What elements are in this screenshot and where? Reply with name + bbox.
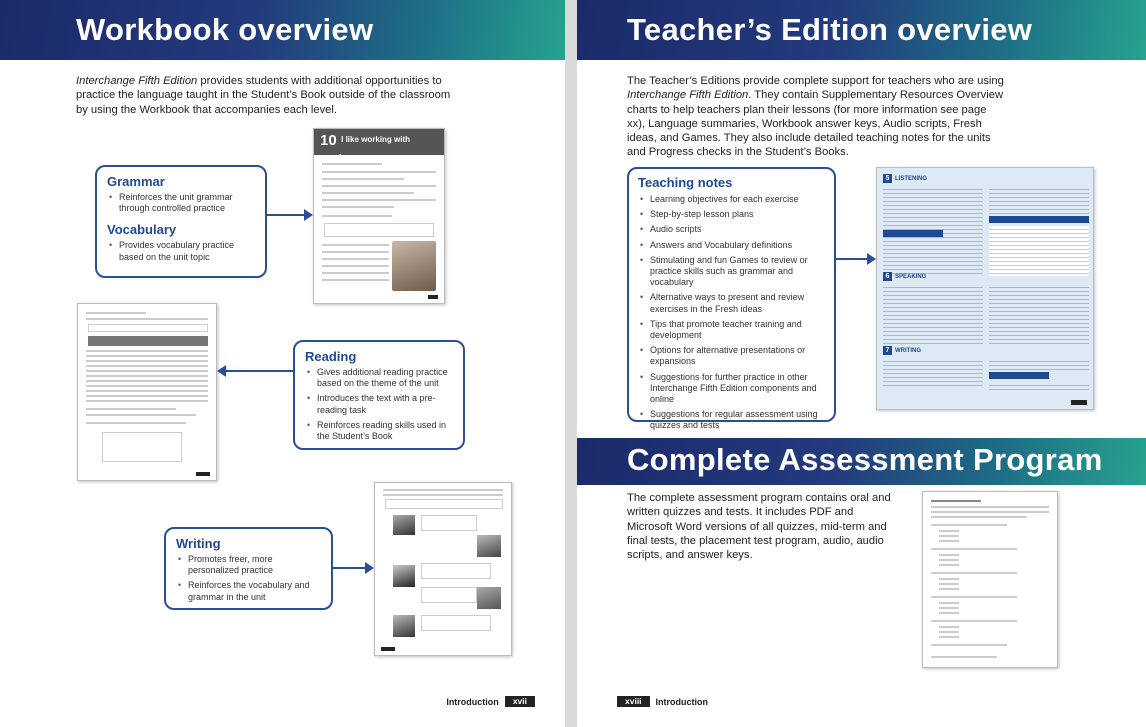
teaching-notes-item: • Suggestions for further practice in other Interchange Fifth Edition components and online: [638, 372, 825, 406]
grammar-vocabulary-callout: [95, 165, 267, 278]
teaching-notes-item: • Learning objectives for each exercise: [638, 194, 825, 205]
page-footer: [617, 696, 708, 707]
teaching-notes-arrow: [836, 258, 874, 260]
reading-item: • Gives additional reading practice based on the theme of the unit: [305, 367, 453, 389]
teaching-notes-callout: [627, 167, 836, 431]
writing-item: • Reinforces the vocabulary and grammar in the unit: [176, 580, 321, 602]
teaching-notes-item: • Answers and Vocabulary definitions: [638, 240, 825, 251]
reading-heading: Reading: [305, 349, 357, 364]
page-title: Workbook overview: [76, 12, 374, 47]
workbook-overview-page: [0, 0, 565, 727]
intro-paragraph: [76, 74, 456, 117]
writing-label: WRITING: [895, 348, 921, 354]
grammar-item: • Reinforces the unit grammar through controlled practice: [107, 192, 255, 214]
teaching-notes-item: • Alternative ways to present and review exercises in the Fresh ideas: [638, 292, 825, 314]
page-number: xviii: [617, 696, 650, 707]
intro-italic: Interchange Fifth Edition: [76, 75, 198, 87]
teaching-notes-item: • Suggestions for regular assessment using quizzes and tests: [638, 409, 825, 431]
page-title: Teacher’s Edition overview: [627, 12, 1033, 47]
unit-number: 10: [320, 132, 337, 149]
assessment-banner: [577, 438, 1146, 485]
reading-callout: [293, 340, 465, 450]
title-banner: [0, 0, 565, 60]
title-banner: [577, 0, 1146, 60]
footer-label: Introduction: [655, 696, 709, 707]
page-number: xvii: [505, 696, 535, 707]
page-footer: [446, 696, 535, 707]
teaching-notes-item: • Options for alternative presentations or expansions: [638, 345, 825, 367]
photo-woman: [392, 241, 436, 291]
writing-item: • Promotes freer, more personalized practice: [176, 554, 321, 576]
assessment-thumbnail: [922, 491, 1058, 668]
teachers-edition-overview-page: [577, 0, 1146, 727]
workbook-writing-thumbnail: [374, 482, 512, 656]
unit-title: I like working with people.: [320, 135, 411, 162]
teaching-notes-item: • Audio scripts: [638, 224, 825, 235]
workbook-reading-thumbnail: [77, 303, 217, 481]
vocabulary-heading: Vocabulary: [107, 222, 177, 238]
assessment-paragraph: The complete assessment program contains oral and written quizzes and tests. It includes PDF and Microsoft Word versions of all quizzes, mid-term and final tests, the placement test program, audio, audio scripts, and answer keys.: [627, 492, 891, 562]
listening-label: LISTENING: [895, 176, 928, 182]
workbook-unit-thumbnail: [313, 128, 445, 304]
intro-paragraph: [627, 74, 1007, 160]
teachers-edition-thumbnail: 5 LISTENING 6 SPEAKING 7 WRITING: [876, 167, 1094, 410]
reading-item: • Introduces the text with a pre-reading task: [305, 393, 453, 415]
intro-text-b: . They contain Supplementary Resources Overview charts to help teachers plan their lessons (for more information see page xx), Language summaries, Workbook answer keys, Audio scripts, Fresh ideas, and Games. They also include detailed teaching notes for the units and Progress checks in the Student’s Books.: [627, 89, 1004, 159]
writing-callout: [164, 527, 333, 610]
speaking-label: SPEAKING: [895, 274, 927, 280]
grammar-heading: Grammar: [107, 174, 165, 189]
vocabulary-item: • Provides vocabulary practice based on the unit topic: [107, 240, 255, 262]
reading-item: • Reinforces reading skills used in the Student’s Book: [305, 420, 453, 442]
teaching-notes-item: • Stimulating and fun Games to review or practice skills such as grammar and vocabulary: [638, 255, 825, 289]
grammar-arrow: [267, 214, 311, 216]
teaching-notes-heading: Teaching notes: [638, 175, 733, 190]
unit-header: [314, 129, 444, 162]
assessment-title: Complete Assessment Program: [627, 442, 1103, 477]
writing-arrow: [333, 567, 372, 569]
reading-arrow: [219, 370, 293, 372]
intro-text-a: The Teacher’s Editions provide complete support for teachers who are using: [627, 75, 1004, 87]
teaching-notes-item: • Tips that promote teacher training and development: [638, 319, 825, 341]
writing-heading: Writing: [176, 536, 221, 551]
footer-label: Introduction: [446, 696, 499, 707]
teaching-notes-item: • Step-by-step lesson plans: [638, 209, 825, 220]
intro-text: provides students with additional opportunities to practice the language taught in the Student’s Book outside of the classroom by using the Workbook that accompanies each level.: [76, 75, 451, 116]
intro-italic: Interchange Fifth Edition: [627, 89, 749, 102]
